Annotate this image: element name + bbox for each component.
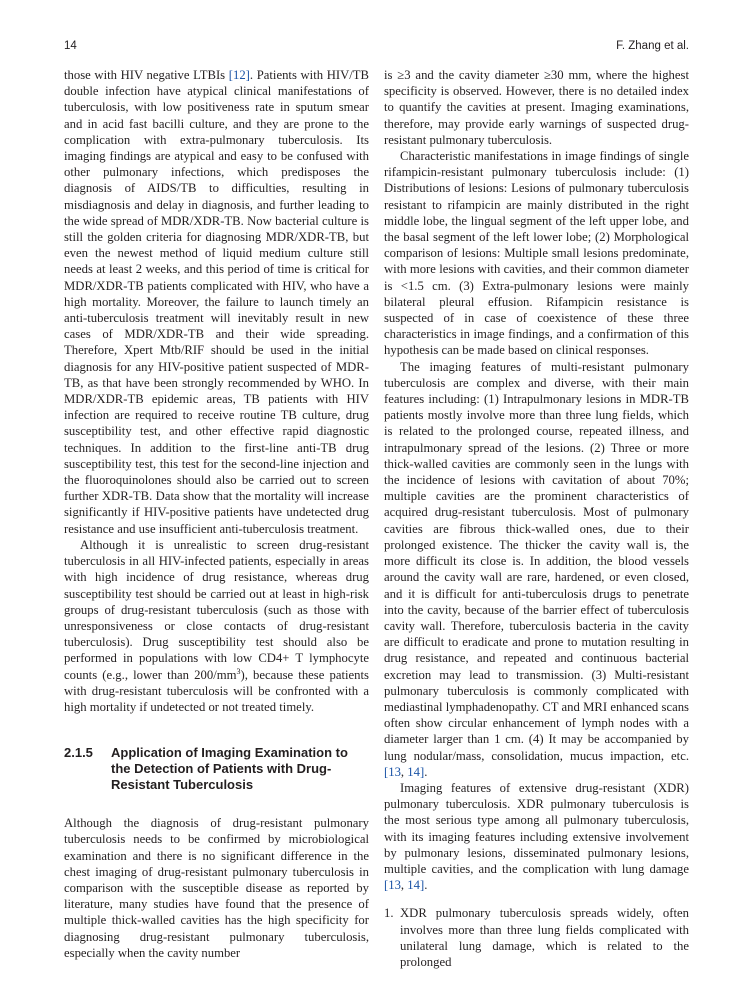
section-title: Application of Imaging Examination to the Detection of Patients with Drug-Resistant Tuberculosis <box>111 745 348 793</box>
running-head: F. Zhang et al. <box>616 40 689 52</box>
right-paragraph-1: is ≥3 and the cavity diameter ≥30 mm, where the highest specificity is observed. However, there is no detailed index to quantify the cavities at present. Imaging examinations, therefore, may provide early warnings of suspected drug-resistant pulmonary tuberculosis. <box>384 68 689 147</box>
left-paragraph-2: Although it is unrealistic to screen drug-resistant tuberculosis in all HIV-infected patients, especially in areas with high incidence of drug resistance, whereas drug susceptibility test should be carried out at least in high-risk groups of drug-resistant tuberculosis (such as those with unresponsiveness or close contacts of drug-resistant tuberculosis). Drug susceptibility test should also be performed in populations with low CD4+ T lymphocyte counts (e.g., lower than $200/mm^3$), because these patients with drug-resistant tuberculosis will be confronted with a high mortality if undetected or not treated timely. <box>64 537 369 714</box>
list-item-text: XDR pulmonary tuberculosis spreads widely, often involves more than three lung fields complicated with unilateral lung damage, which is related to the prolonged <box>400 906 689 969</box>
right-paragraph-3: The imaging features of multi-resistant pulmonary tuberculosis are complex and diverse, with their main features including: (1) Intrapulmonary lesions in MDR-TB patients mostly involve more than three lung fields, which is related to the prolonged course, repeated illness, and intrapulmonary spread of the lesions. (2) Three or more thick-walled cavities are commonly seen in the lungs with the incidence of lesions with cavitation of about 70%; multiple cavities are the prominent characteristics of acquired drug-resistant tuberculosis. Most of pulmonary cavities are fibrous thick-walled ones, due to their prolonged existence. The thicker the cavity wall is, the more difficult its close is. In addition, the blood vessels around the cavity wall are rare, hardened, or even closed, and it is difficult for anti-tuberculosis drugs to penetrate into the cavity, because of the barrier effect of tuberculosis cavity wall. Therefore, tuberculosis bacteria in the cavity are difficult to eradicate and prone to mutation resulting in drug resistance, and repeated and continuous bacterial excretion may lead to transmission. (3) Multi-resistant pulmonary tuberculosis is commonly complicated with mediastinal lymphadenopathy. CT and MRI enhanced scans often show circular enhancement of lymph nodes with a diameter larger than 1 cm. (4) It may be accompanied by lung nodular/mass, consolidation, mucus impaction, etc. [13, 14]. <box>384 359 689 779</box>
left-column <box>64 67 369 961</box>
right-column <box>384 67 689 970</box>
section-heading <box>64 745 369 793</box>
page-number: 14 <box>64 40 77 52</box>
right-paragraph-4: Imaging features of extensive drug-resistant (XDR) pulmonary tuberculosis. XDR pulmonary tuberculosis is the most serious type among all pulmonary tuberculosis, with its imaging features including extensive involvement by pulmonary lesions, disseminated pulmonary lesions, multiple cavities, and the complication with lung damage [13, 14]. <box>384 780 689 893</box>
list-item <box>384 905 689 970</box>
numbered-list <box>384 905 689 970</box>
page-header <box>64 40 689 60</box>
citation-link[interactable]: 14] <box>407 878 425 893</box>
citation-link[interactable]: [13 <box>384 764 401 779</box>
left-paragraph-1: those with HIV negative LTBIs [12]. Patients with HIV/TB double infection have atypical clinical manifestations of tuberculosis, with low positiveness rate in sputum smear and in acid fast bacilli culture, and they are prone to the complication with extra-pulmonary tuberculosis. Its imaging findings are atypical and easy to be confused with other pulmonary infections, which predisposes the diagnosis of AIDS/TB to difficulties, resulting in misdiagnosis and delay in diagnosis, and further leading to the wide spread of MDR/XDR-TB. Now bacterial culture is still the golden criteria for diagnosing MDR/XDR-TB, but even the newest method of liquid medium culture still needs at least 2 weeks, and this period of time is critical for MDR/XDR-TB patients complicated with HIV, who have a high mortality. Moreover, the failure to launch timely an anti-tuberculosis treatment will inevitably result in new cases of MDR/XDR-TB and their wide spreading. Therefore, Xpert Mtb/RIF should be used in the initial diagnosis for any HIV-positive patient suspected of MDR-TB, as that have been strongly recommended by WHO. In MDR/XDR-TB epidemic areas, TB patients with HIV infection are required to receive routine TB culture, drug susceptibility test, and other effective rapid diagnostic techniques. In addition to the first-line anti-TB drug susceptibility test, this test for the second-line injection and the fluoroquinolones should also be carried out to screen further XDR-TB. Data show that the mortality will increase significantly if HIV-positive patients have undetected drug resistance and use insufficient anti-tuberculosis treatment. <box>64 68 369 536</box>
right-paragraph-2: Characteristic manifestations in image findings of single rifampicin-resistant pulmonary tuberculosis include: (1) Distributions of lesions: Lesions of pulmonary tuberculosis resistant to rifampicin are mainly distributed in the right middle lobe, the lingual segment of the left upper lobe, and the basal segment of the left lower lobe; (2) Morphological comparison of lesions: Multiple small lesions predominate, with more lesions with cavities, and their common diameter is <1.5 cm. (3) Extra-pulmonary lesions were mainly bilateral pleural effusion. Rifampicin resistance is suspected of in case of coexistence of these three characteristics in image findings, and a confirmation of this hypothesis can be made based on clinical responses. <box>384 149 689 358</box>
citation-link[interactable]: 14] <box>407 764 425 779</box>
citation-link[interactable]: [13 <box>384 878 401 893</box>
section-number: 2.1.5 <box>64 745 93 761</box>
list-item-number: 1. <box>384 906 394 921</box>
citation-link[interactable]: [12] <box>228 68 250 82</box>
left-paragraph-3: Although the diagnosis of drug-resistant pulmonary tuberculosis needs to be confirmed by microbiological examination and there is no significant difference in the chest imaging of drug-resistant pulmonary tuberculosis in comparison with the susceptible disease as reported by literature, many studies have found that the presence of multiple thick-walled cavities has the high specificity for diagnosing drug-resistant pulmonary tuberculosis, especially when the cavity number <box>64 816 369 960</box>
